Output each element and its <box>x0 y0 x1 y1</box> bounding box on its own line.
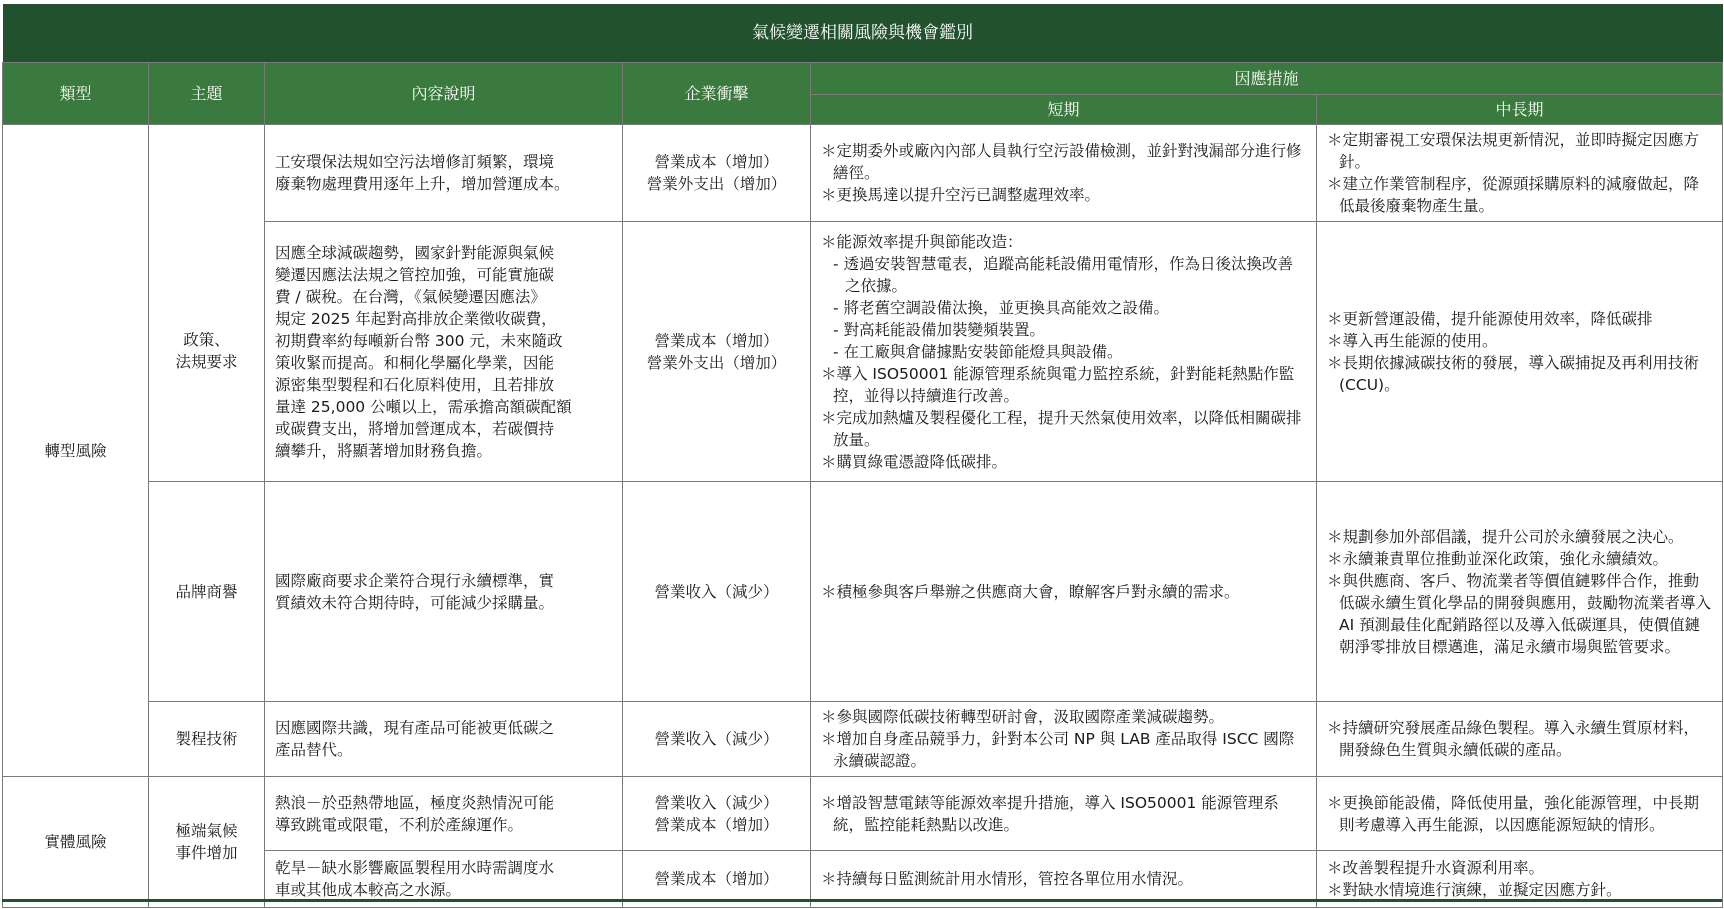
sub-bullet-item: - 將老舊空調設備汰換，並更換具高能效之設備。 <box>833 298 1170 317</box>
bullet-item: ＊積極參與客戶舉辦之供應商大會，瞭解客戶對永續的需求。 <box>821 582 1240 601</box>
description-line: 源密集型製程和石化原料使用，且若排放 <box>275 375 555 394</box>
header-mid-long-term: 中長期 <box>1317 95 1723 125</box>
table-row <box>3 702 1723 777</box>
table-row <box>3 125 1723 222</box>
description-line: 因應全球減碳趨勢，國家針對能源與氣候 <box>275 243 555 262</box>
short-term-cell <box>811 125 1317 222</box>
header-type: 類型 <box>3 63 149 125</box>
bullet-item: ＊增設智慧電錶等能源效率提升措施，導入 ISO50001 能源管理系統，監控能耗熱點以改進。 <box>821 793 1279 834</box>
header-short-term: 短期 <box>811 95 1317 125</box>
impact-cell <box>623 222 811 482</box>
impact-line: 營業收入（減少） <box>654 582 779 601</box>
bullet-item: ＊更換馬達以提升空污已調整處理效率。 <box>821 186 1101 204</box>
risk-table <box>2 4 1723 908</box>
description-line: 質績效未符合期待時，可能減少採購量。 <box>275 593 555 612</box>
bullet-item: ＊長期依據減碳技術的發展，導入碳捕捉及再利用技術 (CCU)。 <box>1327 353 1700 394</box>
bullet-item: ＊對缺水情境進行演練，並擬定因應方針。 <box>1327 881 1622 899</box>
bullet-item: ＊更新營運設備，提升能源使用效率，降低碳排 <box>1327 309 1653 328</box>
header-topic: 主題 <box>149 63 265 125</box>
topic-extreme-line: 事件增加 <box>175 844 238 862</box>
bullet-item: ＊更換節能設備，降低使用量，強化能源管理，中長期則考慮導入再生能源，以因應能源短缺的情形。 <box>1327 793 1700 834</box>
impact-line: 營業成本（增加） <box>654 153 779 171</box>
bullet-item: ＊增加自身產品競爭力，針對本公司 NP 與 LAB 產品取得 ISCC 國際永續碳認證。 <box>821 730 1295 770</box>
bullet-item: ＊建立作業管制程序，從源頭採購原料的減廢做起，降低最後廢棄物產生量。 <box>1327 175 1700 215</box>
mid-long-term-cell <box>1317 482 1723 702</box>
description-line: 車或其他成本較高之水源。 <box>275 881 462 899</box>
bullet-item: ＊能源效率提升與節能改造： <box>821 232 1023 251</box>
impact-line: 營業外支出（增加） <box>646 353 787 372</box>
description-line: 量達 25,000 公噸以上，需承擔高額碳配額 <box>275 397 572 416</box>
table-row <box>3 222 1723 482</box>
mid-long-term-cell <box>1317 125 1723 222</box>
impact-line: 營業外支出（增加） <box>646 175 787 193</box>
description-line: 因應國際共識，現有產品可能被更低碳之 <box>275 719 555 737</box>
description-line: 導致跳電或限電，不利於產線運作。 <box>275 815 524 834</box>
bullet-item: ＊與供應商、客戶、物流業者等價值鏈夥伴合作，推動低碳永續生質化學品的開發與應用，鼓勵物流業者導入 AI 預測最佳化配銷路徑以及導入低碳運具，使價值鏈朝淨零排放目標邁進，滿足永續市場與監管要求。 <box>1327 571 1712 656</box>
impact-line: 營業成本（增加） <box>654 331 779 350</box>
topic-extreme <box>149 777 265 908</box>
mid-long-term-cell <box>1317 222 1723 482</box>
description-line: 續攀升，將顯著增加財務負擔。 <box>275 441 493 460</box>
topic-extreme-line: 極端氣候 <box>175 822 238 840</box>
table-title: 氣候變遷相關風險與機會鑑別 <box>3 4 1723 63</box>
description-line: 費 / 碳稅。在台灣，《氣候變遷因應法》 <box>275 287 546 306</box>
group-transition-risk: 轉型風險 <box>3 125 149 777</box>
impact-line: 營業收入（減少） <box>654 793 779 812</box>
impact-cell <box>623 777 811 851</box>
bullet-item: ＊定期審視工安環保法規更新情況，並即時擬定因應方針。 <box>1327 131 1700 171</box>
description-cell <box>265 125 623 222</box>
header-impact: 企業衝擊 <box>623 63 811 125</box>
header-description: 內容說明 <box>265 63 623 125</box>
description-line: 規定 2025 年起對高排放企業徵收碳費， <box>275 309 557 328</box>
impact-cell <box>623 482 811 702</box>
sub-bullet-item: - 透過安裝智慧電表，追蹤高能耗設備用電情形，作為日後汰換改善之依據。 <box>833 254 1294 295</box>
description-line: 初期費率約每噸新台幣 300 元，未來隨政 <box>275 331 563 350</box>
description-line: 熱浪－於亞熱帶地區，極度炎熱情況可能 <box>275 793 555 812</box>
bullet-item: ＊持續研究發展產品綠色製程。導入永續生質原材料，開發綠色生質與永續低碳的產品。 <box>1327 719 1700 759</box>
sub-bullet-item: - 對高耗能設備加裝變頻裝置。 <box>833 320 1046 339</box>
description-line: 產品替代。 <box>275 741 353 759</box>
topic-tech: 製程技術 <box>149 702 265 777</box>
short-term-cell <box>811 482 1317 702</box>
table-row <box>3 482 1723 702</box>
short-term-cell <box>811 777 1317 851</box>
description-line: 工安環保法規如空污法增修訂頻繁，環境 <box>275 153 555 171</box>
sub-bullet-item: - 在工廠與倉儲據點安裝節能燈具與設備。 <box>833 342 1123 361</box>
page <box>0 4 1724 909</box>
impact-line: 營業收入（減少） <box>654 730 779 748</box>
group-physical-risk: 實體風險 <box>3 777 149 908</box>
impact-cell <box>623 125 811 222</box>
title-row <box>3 4 1723 63</box>
bullet-item: ＊持續每日監測統計用水情形，管控各單位用水情況。 <box>821 870 1194 888</box>
topic-policy <box>149 222 265 482</box>
bullet-item: ＊規劃參加外部倡議，提升公司於永續發展之決心。 <box>1327 527 1684 546</box>
bullet-item: ＊導入 ISO50001 能源管理系統與電力監控系統，針對能耗熱點作監控，並得以持續進行改善。 <box>821 364 1295 405</box>
description-cell <box>265 222 623 482</box>
header-row <box>3 63 1723 95</box>
bottom-border <box>2 899 1722 902</box>
description-cell <box>265 702 623 777</box>
description-line: 變遷因應法法規之管控加強，可能實施碳 <box>275 265 555 284</box>
topic-blank-cell <box>149 125 265 222</box>
header-measures: 因應措施 <box>811 63 1723 95</box>
topic-policy-line: 政策、 <box>183 331 230 350</box>
description-line: 或碳費支出，將增加營運成本，若碳價持 <box>275 419 555 438</box>
short-term-cell <box>811 702 1317 777</box>
impact-line: 營業成本（增加） <box>654 815 779 834</box>
short-term-cell <box>811 222 1317 482</box>
description-cell <box>265 482 623 702</box>
bullet-item: ＊永續兼責單位推動並深化政策，強化永續績效。 <box>1327 549 1669 568</box>
mid-long-term-cell <box>1317 702 1723 777</box>
mid-long-term-cell <box>1317 777 1723 851</box>
impact-cell <box>623 702 811 777</box>
bullet-item: ＊購買綠電憑證降低碳排。 <box>821 452 1008 471</box>
bullet-item: ＊完成加熱爐及製程優化工程，提升天然氣使用效率，以降低相關碳排放量。 <box>821 408 1302 449</box>
description-line: 乾旱－缺水影響廠區製程用水時需調度水 <box>275 859 555 877</box>
bullet-item: ＊改善製程提升水資源利用率。 <box>1327 859 1545 877</box>
impact-line: 營業成本（增加） <box>654 870 779 888</box>
description-line: 廢棄物處理費用逐年上升，增加營運成本。 <box>275 175 570 193</box>
bullet-item: ＊參與國際低碳技術轉型研討會，汲取國際產業減碳趨勢。 <box>821 708 1225 726</box>
description-cell <box>265 777 623 851</box>
topic-policy-line: 法規要求 <box>175 353 238 372</box>
bullet-item: ＊定期委外或廠內內部人員執行空污設備檢測，並針對洩漏部分進行修繕徑。 <box>821 142 1302 182</box>
table-row <box>3 777 1723 851</box>
description-line: 國際廠商要求企業符合現行永續標準，實 <box>275 571 555 590</box>
description-line: 策收緊而提高。和桐化學屬化學業，因能 <box>275 353 555 372</box>
bullet-item: ＊導入再生能源的使用。 <box>1327 331 1498 350</box>
topic-brand: 品牌商譽 <box>149 482 265 702</box>
